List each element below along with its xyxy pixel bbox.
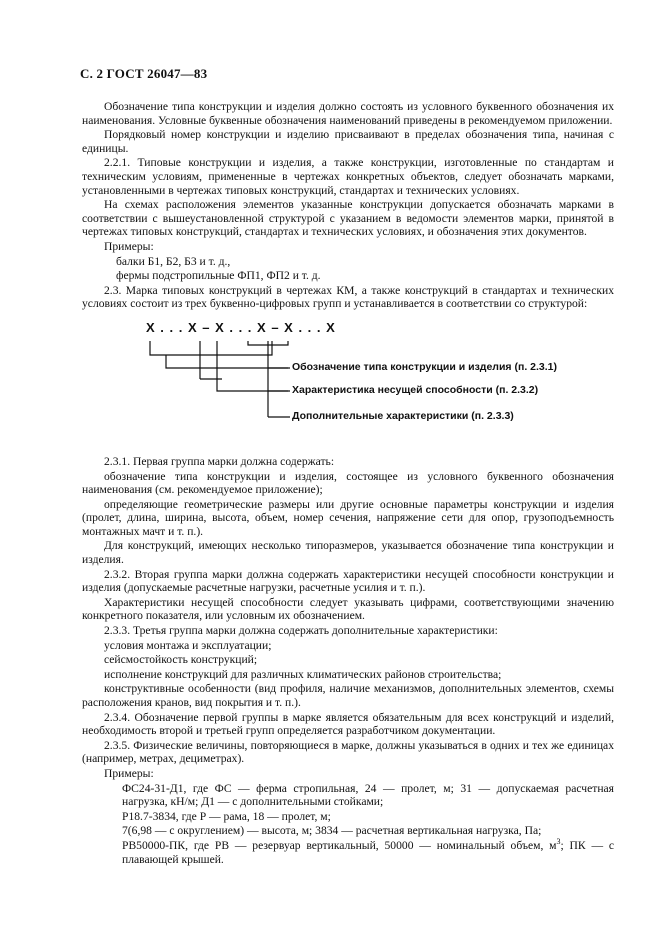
bracket-group-1 xyxy=(150,341,272,355)
paragraph: Характеристики несущей способности следует указывать цифрами, соответствующими значению конкретного показателя, или условным их обозначением. xyxy=(82,595,614,623)
paragraph: условия монтажа и эксплуатации; xyxy=(104,638,272,652)
example-item: 7(6,98 — с округлением) — высота, м; 3834 — расчетная вертикальная нагрузка, Па; xyxy=(122,824,542,838)
paragraph: 2.2.1. Типовые конструкции и изделия, а также конструкции, изготовленные по стандартам и техническим условиям, примененные в чертежах конкретных объектов, следует обозначать марками, установленными в чертежах типовых конструкций, стандартах и технических условиях. xyxy=(82,156,614,197)
paragraph: 2.3.5. Физические величины, повторяющиеся в марке, должны указываться в одних и тех же единицах (например, метрах, дециметрах). xyxy=(82,738,614,766)
paragraph: обозначение типа конструкции и изделия, состоящее из условного буквенного обозначения наименования (см. рекомендуемое приложение); xyxy=(82,469,614,497)
diagram-label-additional: Дополнительные характеристики (п. 2.3.3) xyxy=(292,409,514,422)
paragraph: 2.3.4. Обозначение первой группы в марке является обязательным для всех конструкций и изделий, необходимость второй и третьей групп определяется разработчиком документации. xyxy=(82,710,614,738)
paragraph: Обозначение типа конструкции и изделия должно состоять из условного буквенного обозначения их наименования. Условные буквенные обозначения наименований приведены в рекомендуемом приложении. xyxy=(82,100,614,127)
example-item: балки Б1, Б2, Б3 и т. д., xyxy=(116,254,231,268)
mark-structure-diagram xyxy=(82,321,614,441)
document-body xyxy=(82,100,614,867)
paragraph: Примеры: xyxy=(104,766,154,780)
mark-formula: Х . . . Х – Х . . . Х – Х . . . Х xyxy=(146,319,336,335)
example-text-end: ; ПК — с плавающей крышей. xyxy=(122,838,614,866)
bracket-group-2b xyxy=(217,341,288,391)
example-item: Р18.7-3834, где Р — рама, 18 — пролет, м; xyxy=(122,809,331,823)
connector-1 xyxy=(166,355,288,368)
example-text: РВ50000-ПК, где РВ — резервуар вертикальный, 50000 — номинальный объем, м xyxy=(122,838,557,852)
example-item-last xyxy=(82,839,614,866)
page-header: С. 2 ГОСТ 26047—83 xyxy=(80,66,208,81)
paragraph: определяющие геометрические размеры или другие основные параметры конструкции и изделия (пролет, длина, ширина, высота, объем, номер сечения, напряжение сети для опор, грузоподъемность монтажных мачт и т. п.). xyxy=(82,497,614,538)
superscript: 3 xyxy=(556,837,561,847)
paragraph: На схемах расположения элементов указанные конструкции допускается обозначать марками в соответствии с вышеустановленной структурой с указанием в ведомости элементов марки, принятой в чертежах типовых конструкций, стандартах и технических условиях, и обозначения этих документов. xyxy=(82,198,614,239)
paragraph: сейсмостойкость конструкций; xyxy=(104,653,258,667)
paragraph: 2.3.2. Вторая группа марки должна содержать характеристики несущей способности конструкции и изделия (допускаемые расчетные нагрузки, расчетные усилия и т. п.). xyxy=(82,567,614,595)
diagram-label-capacity: Характеристика несущей способности (п. 2.3.2) xyxy=(292,383,539,396)
diagram-label-type: Обозначение типа конструкции и изделия (п. 2.3.1) xyxy=(292,360,558,373)
paragraph: Примеры: xyxy=(104,239,154,253)
paragraph: исполнение конструкций для различных климатических районов строительства; xyxy=(104,667,502,681)
example-item: ФС24-31-Д1, где ФС — ферма стропильная, 24 — пролет, м; 31 — допускаемая расчетная нагрузка, кН/м; Д1 — с дополнительными стойками; xyxy=(122,781,614,809)
paragraph: 2.3.1. Первая группа марки должна содержать: xyxy=(104,454,335,468)
paragraph: 2.3. Марка типовых конструкций в чертежах КМ, а также конструкций в стандартах и технических условиях состоит из трех буквенно-цифровых групп и устанавливается в соответствии со структурой: xyxy=(82,283,614,311)
paragraph: Для конструкций, имеющих несколько типоразмеров, указывается обозначение типа конструкции и изделия. xyxy=(82,539,614,567)
paragraph: конструктивные особенности (вид профиля, наличие механизмов, дополнительных элементов, схемы расположения кранов, вид покрытия и т. п.). xyxy=(82,682,614,709)
paragraph: 2.3.3. Третья группа марки должна содержать дополнительные характеристики: xyxy=(104,624,498,638)
paragraph: Порядковый номер конструкции и изделию присваивают в пределах обозначения типа, начиная с единицы. xyxy=(82,128,614,155)
example-item: фермы подстропильные ФП1, ФП2 и т. д. xyxy=(116,269,321,283)
